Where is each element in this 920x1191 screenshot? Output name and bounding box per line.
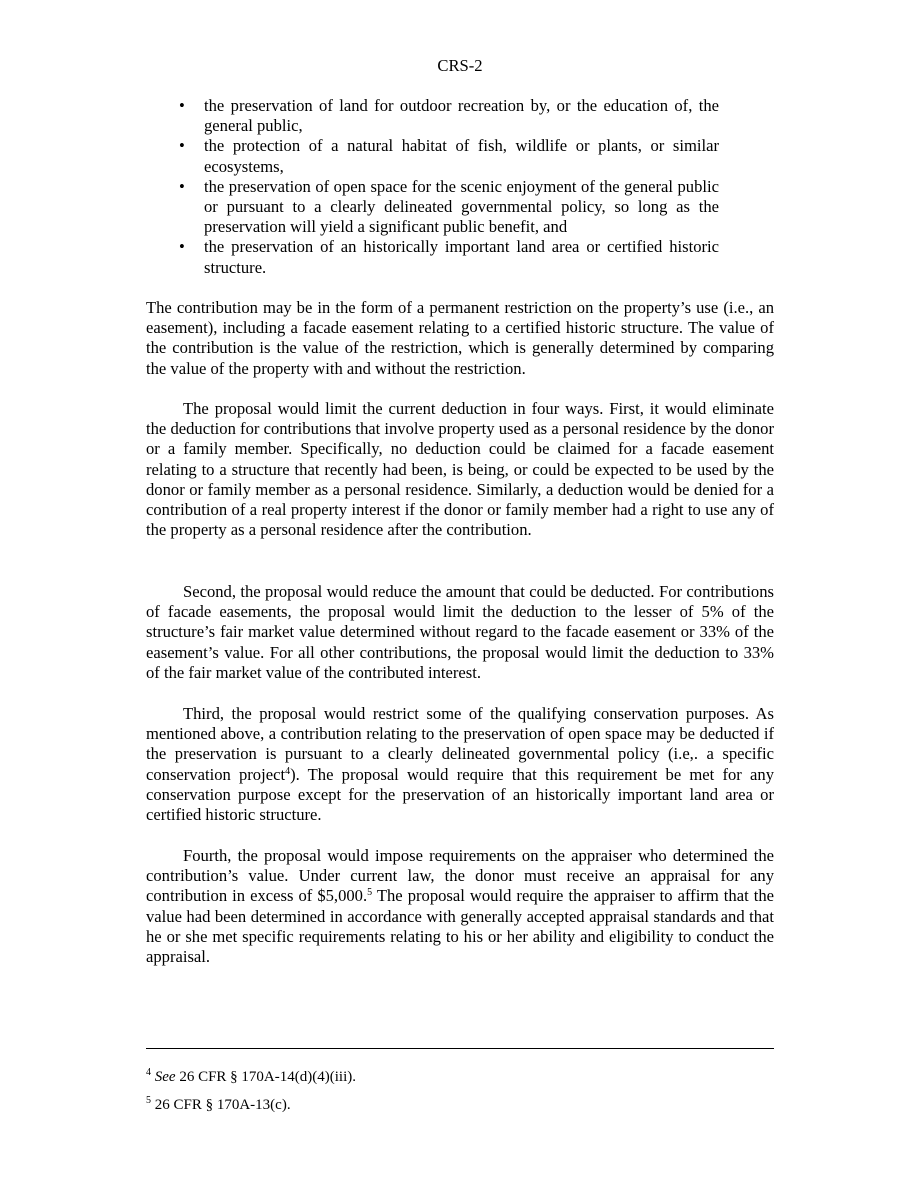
footnote-4: $^4$ See 26 CFR § 170A-14(d)(4)(iii). [146, 1067, 356, 1085]
list-item: • the preservation of land for outdoor recreation by, or the education of, the general public, [179, 96, 719, 136]
list-item: • the protection of a natural habitat of fish, wildlife or plants, or similar ecosystems, [179, 136, 719, 176]
paragraph-second: Second, the proposal would reduce the amount that could be deducted. For contributions of facade easements, the proposal would limit the deduction to the lesser of 5% of the structure’s fair market value determined without regard to the facade easement or 33% of the easement’s value. For all other contributions, the proposal would limit the deduction to 33% of the fair market value of the contributed interest. [146, 582, 774, 682]
footnote-divider [146, 1048, 774, 1049]
footnote-5: $^5$ 26 CFR § 170A-13(c). [146, 1095, 291, 1113]
bullet-icon: • [179, 237, 185, 257]
paragraph-fourth: Fourth, the proposal would impose requirements on the appraiser who determined the contribution’s value. Under current law, the donor must receive an appraisal for any contribution in excess of $5,000.$^5$ The proposal would require the appraiser to affirm that the value had been determined in accordance with generally accepted appraisal standards and that he or she met specific requirements relating to his or her ability and eligibility to conduct the appraisal. [146, 846, 775, 967]
bullet-icon: • [179, 96, 185, 115]
footnote-ref-5[interactable]: 5 [367, 887, 373, 899]
list-item: • the preservation of open space for the scenic enjoyment of the general public or pursuant to a clearly delineated governmental policy, so long as the preservation will yield a significant public benefit, and [179, 176, 719, 237]
paragraph-contribution-form: The contribution may be in the form of a permanent restriction on the property’s use (i.e., an easement), including a facade easement relating to a certified historic structure. The value of the contribution is the value of the restriction, which is generally determined by comparing the value of the property with and without the restriction. [146, 298, 774, 378]
purpose-list [179, 96, 719, 278]
list-item: • the preservation of an historically important land area or certified historic structure. [179, 237, 719, 277]
bullet-icon: • [179, 176, 185, 196]
paragraph-third: Third, the proposal would restrict some of the qualifying conservation purposes. As mentioned above, a contribution relating to the preservation of open space may be deducted if the preservation is pursuant to a clearly delineated governmental policy (i.e,. a specific conservation project$^4$). The proposal would require that this requirement be met for any conservation purpose except for the preservation of an historically important land area or certified historic structure. [146, 704, 774, 825]
page-header: CRS-2 [437, 56, 483, 75]
paragraph-four-ways: The proposal would limit the current deduction in four ways. First, it would eliminate the deduction for contributions that involve property used as a personal residence by the donor or a family member. Specifically, no deduction could be claimed for a facade easement relating to a structure that recently had been, is being, or could be expected to be used by the donor or family member as a personal residence. Similarly, a deduction would be denied for a contribution of a real property interest if the donor or family member had a right to use any of the property as a personal residence after the contribution. [146, 399, 774, 540]
footnote-ref-4[interactable]: 4 [285, 765, 291, 777]
bullet-icon: • [179, 136, 185, 156]
